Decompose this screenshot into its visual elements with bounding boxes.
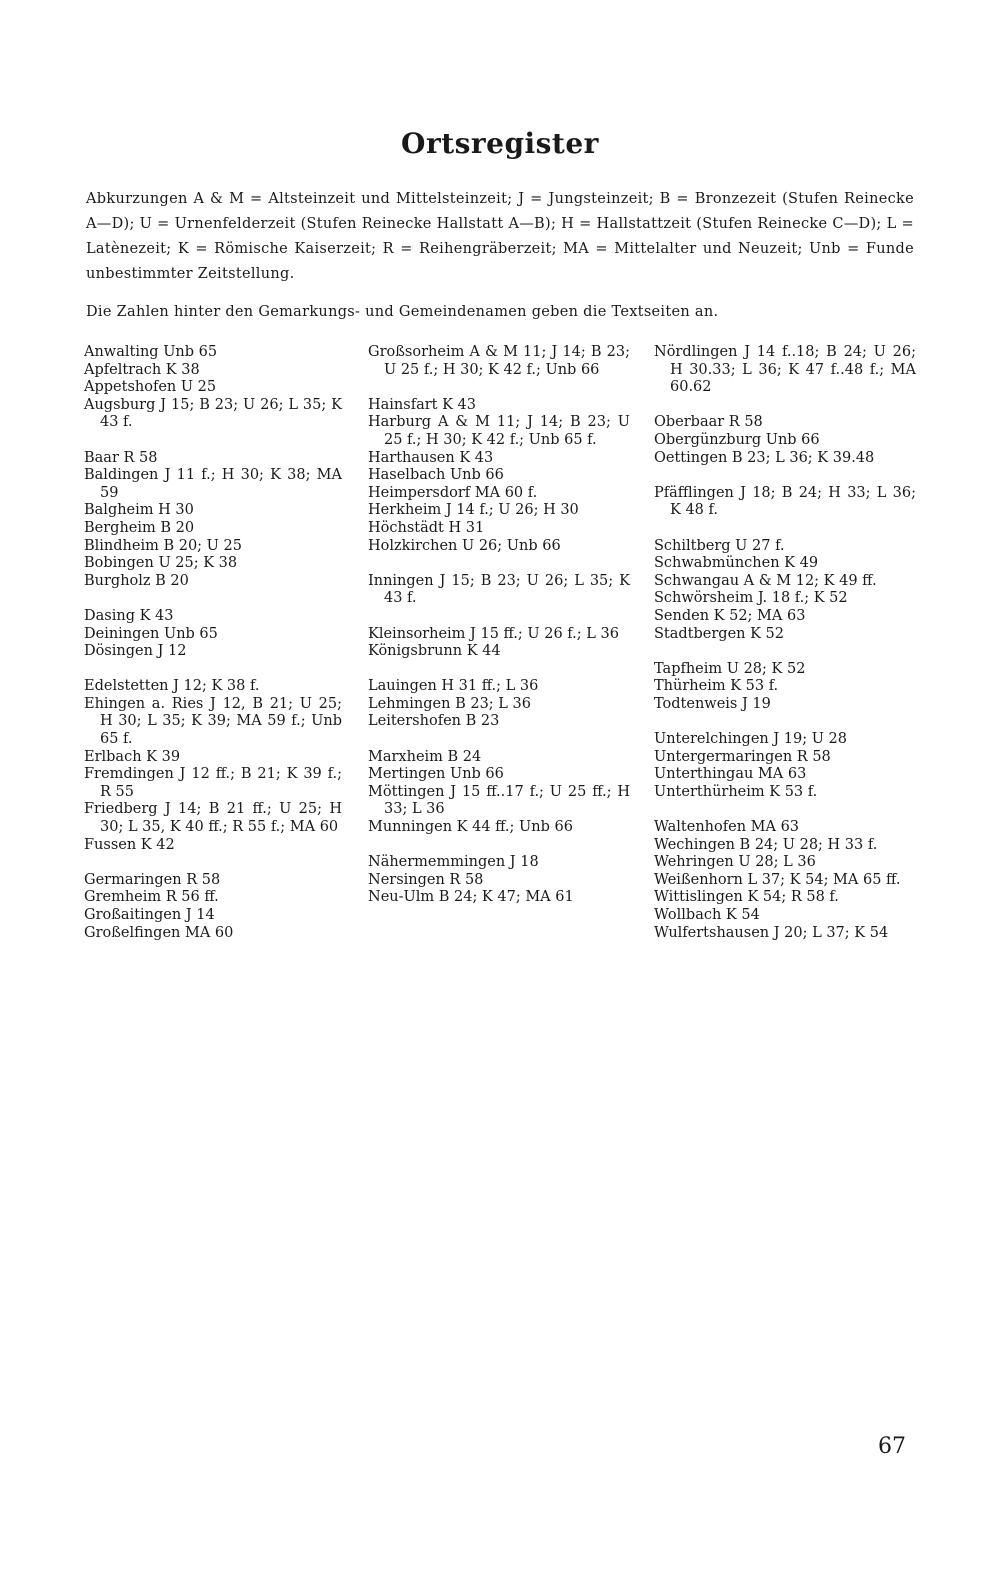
- index-entry: Schwabmünchen K 49: [654, 555, 819, 572]
- index-entry: Blindheim B 20; U 25: [84, 537, 242, 554]
- index-entry: Baar R 58: [84, 449, 158, 466]
- index-group: [368, 397, 630, 555]
- index-entry: Deiningen Unb 65: [84, 625, 218, 642]
- index-entry: Wechingen B 24; U 28; H 33 f.: [654, 836, 878, 853]
- index-entry: Dösingen J 12: [84, 643, 187, 660]
- index-group: [84, 450, 342, 591]
- index-group: [368, 573, 630, 608]
- index-entry: Baldingen J 11 f.; H 30; K 38; MA 59: [84, 467, 342, 501]
- index-entry: Burgholz B 20: [84, 572, 189, 589]
- index-group: [654, 819, 916, 942]
- index-column-3: [654, 344, 916, 960]
- index-entry: Großaitingen J 14: [84, 907, 215, 923]
- page-number: 67: [878, 1434, 906, 1459]
- index-entry: Gremheim R 56 ff.: [84, 889, 219, 906]
- index-entry: Untergermaringen R 58: [654, 748, 831, 765]
- index-entry: Munningen K 44 ff.; Unb 66: [368, 819, 573, 836]
- index-entry: Großsorheim A & M 11; J 14; B 23; U 25 f.; H 30; K 42 f.; Unb 66: [368, 344, 630, 378]
- index-entry: Erlbach K 39: [84, 748, 181, 765]
- index-group: [368, 854, 630, 907]
- index-entry: Neu-Ulm B 24; K 47; MA 61: [368, 889, 574, 906]
- index-entry: Germaringen R 58: [84, 871, 221, 888]
- index-entry: Herkheim J 14 f.; U 26; H 30: [368, 502, 579, 519]
- index-group: [654, 538, 916, 644]
- index-entry: Lehmingen B 23; L 36: [368, 695, 531, 712]
- index-group: [368, 678, 630, 731]
- index-entry: Wittislingen K 54; R 58 f.: [654, 889, 839, 906]
- index-group: [654, 344, 916, 397]
- index-entry: Unterelchingen J 19; U 28: [654, 731, 848, 748]
- index-entry: Weißenhorn L 37; K 54; MA 65 ff.: [654, 871, 901, 888]
- index-entry: Heimpersdorf MA 60 f.: [368, 484, 538, 501]
- index-entry: Obergünzburg Unb 66: [654, 431, 820, 448]
- index-entry: Schwangau A & M 12; K 49 ff.: [654, 572, 877, 589]
- index-entry: Möttingen J 15 ff..17 f.; U 25 ff.; H 33; L 36: [368, 783, 630, 818]
- index-entry: Senden K 52; MA 63: [654, 607, 806, 624]
- index-entry: Königsbrunn K 44: [368, 643, 501, 660]
- index-entry: Schiltberg U 27 f.: [654, 537, 785, 554]
- index-entry: Mertingen Unb 66: [368, 766, 504, 783]
- index-entry: Großelfingen MA 60: [84, 924, 234, 941]
- abbreviations-paragraph: Abkurzungen A & M = Altsteinzeit und Mittelsteinzeit; J = Jungsteinzeit; B = Bronzezeit (Stufen Reinecke A—D); U = Urnenfelderzeit (Stufen Reinecke Hallstatt A—B); H = Hallstattzeit (Stufen Reinecke C—D); L = Latènezeit; K = Römische Kaiserzeit; R = Reihengräberzeit; MA = Mittelalter und Neuzeit; Unb = Funde unbestimmter Zeitstellung.: [86, 190, 914, 282]
- index-group: [84, 678, 342, 854]
- index-entry: Harthausen K 43: [368, 449, 494, 466]
- index-entry: Todtenweis J 19: [654, 695, 771, 712]
- page-note: Die Zahlen hinter den Gemarkungs- und Gemeindenamen geben die Textseiten an.: [86, 303, 719, 320]
- index-entry: Oberbaar R 58: [654, 414, 763, 431]
- index-entry: Apfeltrach K 38: [84, 361, 200, 378]
- index-entry: Anwalting Unb 65: [84, 344, 218, 360]
- index-entry: Kleinsorheim J 15 ff.; U 26 f.; L 36: [368, 625, 619, 642]
- index-entry: Fremdingen J 12 ff.; B 21; K 39 f.; R 55: [84, 766, 342, 800]
- index-entry: Leitershofen B 23: [368, 713, 500, 730]
- index-entry: Stadtbergen K 52: [654, 625, 785, 642]
- index-entry: Augsburg J 15; B 23; U 26; L 35; K 43 f.: [84, 396, 342, 431]
- index-column-1: [84, 344, 342, 960]
- index-entry: Dasing K 43: [84, 607, 174, 624]
- index-entry: Marxheim B 24: [368, 748, 482, 765]
- index-column-2: [368, 344, 630, 925]
- index-entry: Holzkirchen U 26; Unb 66: [368, 537, 561, 554]
- index-group: [84, 872, 342, 942]
- index-entry: Haselbach Unb 66: [368, 467, 504, 484]
- index-entry: Edelstetten J 12; K 38 f.: [84, 678, 260, 695]
- index-entry: Unterthürheim K 53 f.: [654, 783, 818, 800]
- index-entry: Nähermemmingen J 18: [368, 854, 539, 871]
- index-entry: Appetshofen U 25: [84, 379, 217, 396]
- index-entry: Fussen K 42: [84, 836, 175, 853]
- index-entry: Friedberg J 14; B 21 ff.; U 25; H 30; L 35, K 40 ff.; R 55 f.; MA 60: [84, 801, 342, 836]
- index-entry: Wulfertshausen J 20; L 37; K 54: [654, 924, 889, 941]
- index-group: [368, 749, 630, 837]
- index-entry: Tapfheim U 28; K 52: [654, 660, 806, 677]
- index-group: [84, 608, 342, 661]
- index-entry: Höchstädt H 31: [368, 519, 485, 536]
- index-group: [654, 661, 916, 714]
- index-entry: Ehingen a. Ries J 12, B 21; U 25; H 30; L 35; K 39; MA 59 f.; Unb 65 f.: [84, 695, 342, 748]
- index-entry: Schwörsheim J. 18 f.; K 52: [654, 590, 848, 607]
- index-entry: Bobingen U 25; K 38: [84, 555, 238, 572]
- page-title: Ortsregister: [401, 126, 599, 160]
- index-entry: Nördlingen J 14 f..18; B 24; U 26; H 30.33; L 36; K 47 f..48 f.; MA 60.62: [654, 344, 916, 396]
- index-entry: Nersingen R 58: [368, 871, 484, 888]
- index-entry: Wollbach K 54: [654, 907, 760, 923]
- index-group: [368, 344, 630, 379]
- index-entry: Pfäfflingen J 18; B 24; H 33; L 36; K 48 f.: [654, 484, 916, 519]
- index-entry: Bergheim B 20: [84, 519, 195, 536]
- index-group: [654, 731, 916, 801]
- index-group: [368, 626, 630, 661]
- index-entry: Wehringen U 28; L 36: [654, 854, 816, 871]
- index-entry: Inningen J 15; B 23; U 26; L 35; K 43 f.: [368, 572, 630, 607]
- index-entry: Thürheim K 53 f.: [654, 678, 779, 695]
- index-entry: Waltenhofen MA 63: [654, 819, 800, 836]
- index-entry: Unterthingau MA 63: [654, 766, 807, 783]
- index-entry: Harburg A & M 11; J 14; B 23; U 25 f.; H 30; K 42 f.; Unb 65 f.: [368, 414, 630, 448]
- index-entry: Oettingen B 23; L 36; K 39.48: [654, 449, 875, 466]
- index-group: [84, 344, 342, 432]
- index-group: [654, 485, 916, 520]
- index-entry: Balgheim H 30: [84, 502, 194, 519]
- index-group: [654, 414, 916, 467]
- index-entry: Hainsfart K 43: [368, 396, 476, 413]
- index-entry: Lauingen H 31 ff.; L 36: [368, 678, 539, 695]
